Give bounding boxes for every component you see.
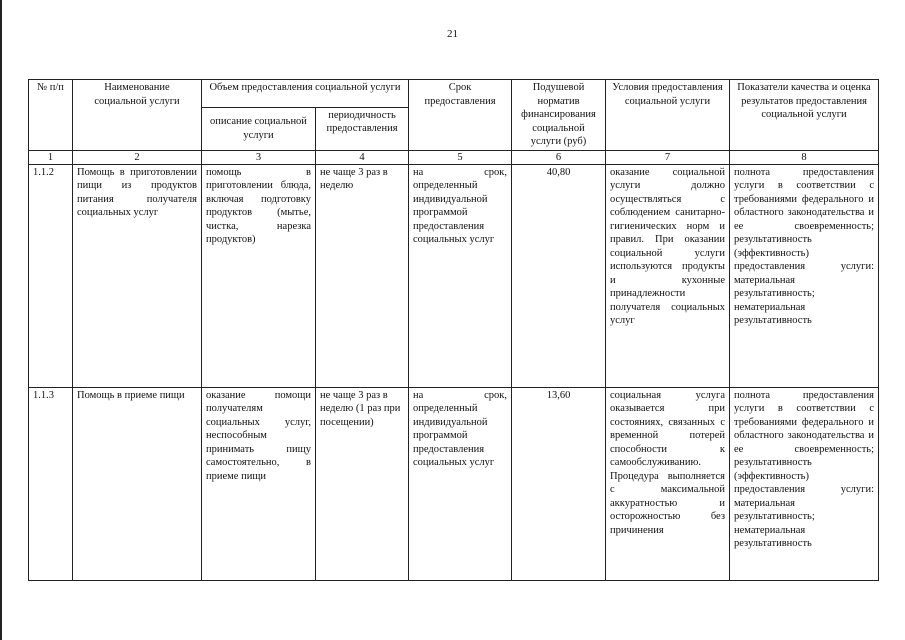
row-quality: полнота предоставления услуги в соответствии с требованиями федерального и областного законодательства и ее своевременность; результативность (эффективность) предоставления услуги: материальная результативность; нематериальная результативность bbox=[730, 387, 879, 580]
header-term: Срок предоставления bbox=[409, 80, 512, 151]
row-description: помощь в приготовлении блюда, включая подготовку продуктов (мытье, чистка, нарезка продуктов) bbox=[202, 164, 316, 387]
row-norm: 40,80 bbox=[512, 164, 606, 387]
row-no: 1.1.2 bbox=[29, 164, 73, 387]
header-volume: Объем предоставления социальной услуги bbox=[202, 80, 409, 108]
column-number: 7 bbox=[606, 150, 730, 164]
row-term: на срок, определенный индивидуальной программой предоставления социальных услуг bbox=[409, 164, 512, 387]
header-name: Наименование социальной услуги bbox=[73, 80, 202, 151]
header-periodicity: периодичность предоставления bbox=[316, 107, 409, 150]
column-number-row bbox=[29, 150, 879, 164]
header-row-1 bbox=[29, 80, 879, 108]
row-no: 1.1.3 bbox=[29, 387, 73, 580]
row-description: оказание помощи получателям социальных услуг, неспособным принимать пищу самостоятельно, в приеме пищи bbox=[202, 387, 316, 580]
table-row bbox=[29, 164, 879, 387]
row-term: на срок, определенный индивидуальной программой предоставления социальных услуг bbox=[409, 387, 512, 580]
header-conditions: Условия предоставления социальной услуги bbox=[606, 80, 730, 151]
row-norm: 13,60 bbox=[512, 387, 606, 580]
row-conditions: оказание социальной услуги должно осуществляться с соблюдением санитарно-гигиенических норм и правил. При оказании социальной услуги используются продукты и кухонные принадлежности получателя социальных услуг bbox=[606, 164, 730, 387]
column-number: 3 bbox=[202, 150, 316, 164]
table-row bbox=[29, 387, 879, 580]
header-quality: Показатели качества и оценка результатов предоставления социальной услуги bbox=[730, 80, 879, 151]
header-description: описание социальной услуги bbox=[202, 107, 316, 150]
services-table bbox=[28, 79, 879, 581]
column-number: 8 bbox=[730, 150, 879, 164]
row-service-name: Помощь в приеме пищи bbox=[73, 387, 202, 580]
row-service-name: Помощь в приготовлении пищи из продуктов питания получателя социальных услуг bbox=[73, 164, 202, 387]
row-periodicity: не чаще 3 раз в неделю (1 раз при посещении) bbox=[316, 387, 409, 580]
row-quality: полнота предоставления услуги в соответствии с требованиями федерального и областного законодательства и ее своевременность; результативность (эффективность) предоставления услуги: материальная результативность; нематериальная результативность bbox=[730, 164, 879, 387]
column-number: 5 bbox=[409, 150, 512, 164]
row-conditions: социальная услуга оказывается при состояниях, связанных с временной потерей способности к самообслуживанию. Процедура выполняется с максимальной аккуратностью и осторожностью без причинения bbox=[606, 387, 730, 580]
column-number: 2 bbox=[73, 150, 202, 164]
column-number: 4 bbox=[316, 150, 409, 164]
page-number: 21 bbox=[447, 28, 458, 40]
column-number: 1 bbox=[29, 150, 73, 164]
column-number: 6 bbox=[512, 150, 606, 164]
header-no: № п/п bbox=[29, 80, 73, 151]
header-norm: Подушевой норматив финансирования социальной услуги (руб) bbox=[512, 80, 606, 151]
page-left-edge bbox=[0, 0, 2, 640]
row-periodicity: не чаще 3 раз в неделю bbox=[316, 164, 409, 387]
